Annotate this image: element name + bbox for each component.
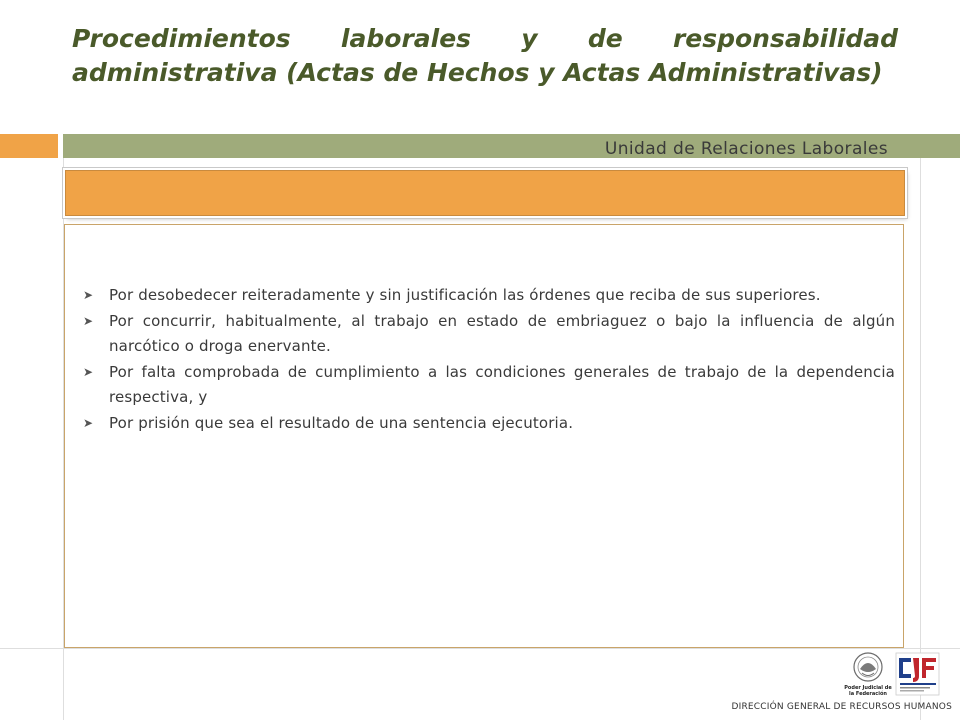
chevron-right-icon: ➤ bbox=[83, 313, 94, 328]
unit-subtitle: Unidad de Relaciones Laborales bbox=[604, 139, 888, 159]
chevron-right-icon: ➤ bbox=[83, 364, 94, 379]
chevron-right-icon: ➤ bbox=[83, 288, 94, 302]
bullet-text: Por prisión que sea el resultado de una sentencia ejecutoria. bbox=[109, 413, 574, 432]
grid-line-bottom bbox=[0, 648, 960, 649]
bullet-text: Por desobedecer reiteradamente y sin justificación las órdenes que reciba de sus superiores. bbox=[109, 286, 821, 304]
bullet-text: Por concurrir, habitualmente, al trabajo en estado de embriaguez o bajo la influencia de algún narcótico o droga enervante. bbox=[109, 311, 895, 355]
bullet-item bbox=[81, 283, 895, 309]
grid-line-right bbox=[920, 158, 921, 720]
bullet-text: Por falta comprobada de cumplimiento a las condiciones generales de trabajo de la dependencia respectiva, y bbox=[109, 362, 895, 406]
bullet-item bbox=[81, 411, 895, 437]
cjf-logo-icon bbox=[895, 652, 940, 696]
bullet-item bbox=[81, 360, 895, 411]
seal-caption: Poder Judicial de la Federación bbox=[844, 685, 892, 697]
section-banner bbox=[65, 170, 905, 216]
header-accent-orange bbox=[0, 134, 58, 158]
footer-directorate: DIRECCIÓN GENERAL DE RECURSOS HUMANOS bbox=[731, 702, 952, 712]
bullet-list bbox=[81, 283, 895, 436]
bullet-item bbox=[81, 309, 895, 360]
content-box bbox=[64, 224, 904, 648]
slide-title: Procedimientos laborales y de responsabilidad administrativa (Actas de Hechos y Actas Administrativas) bbox=[72, 24, 898, 87]
chevron-right-icon: ➤ bbox=[83, 415, 94, 430]
